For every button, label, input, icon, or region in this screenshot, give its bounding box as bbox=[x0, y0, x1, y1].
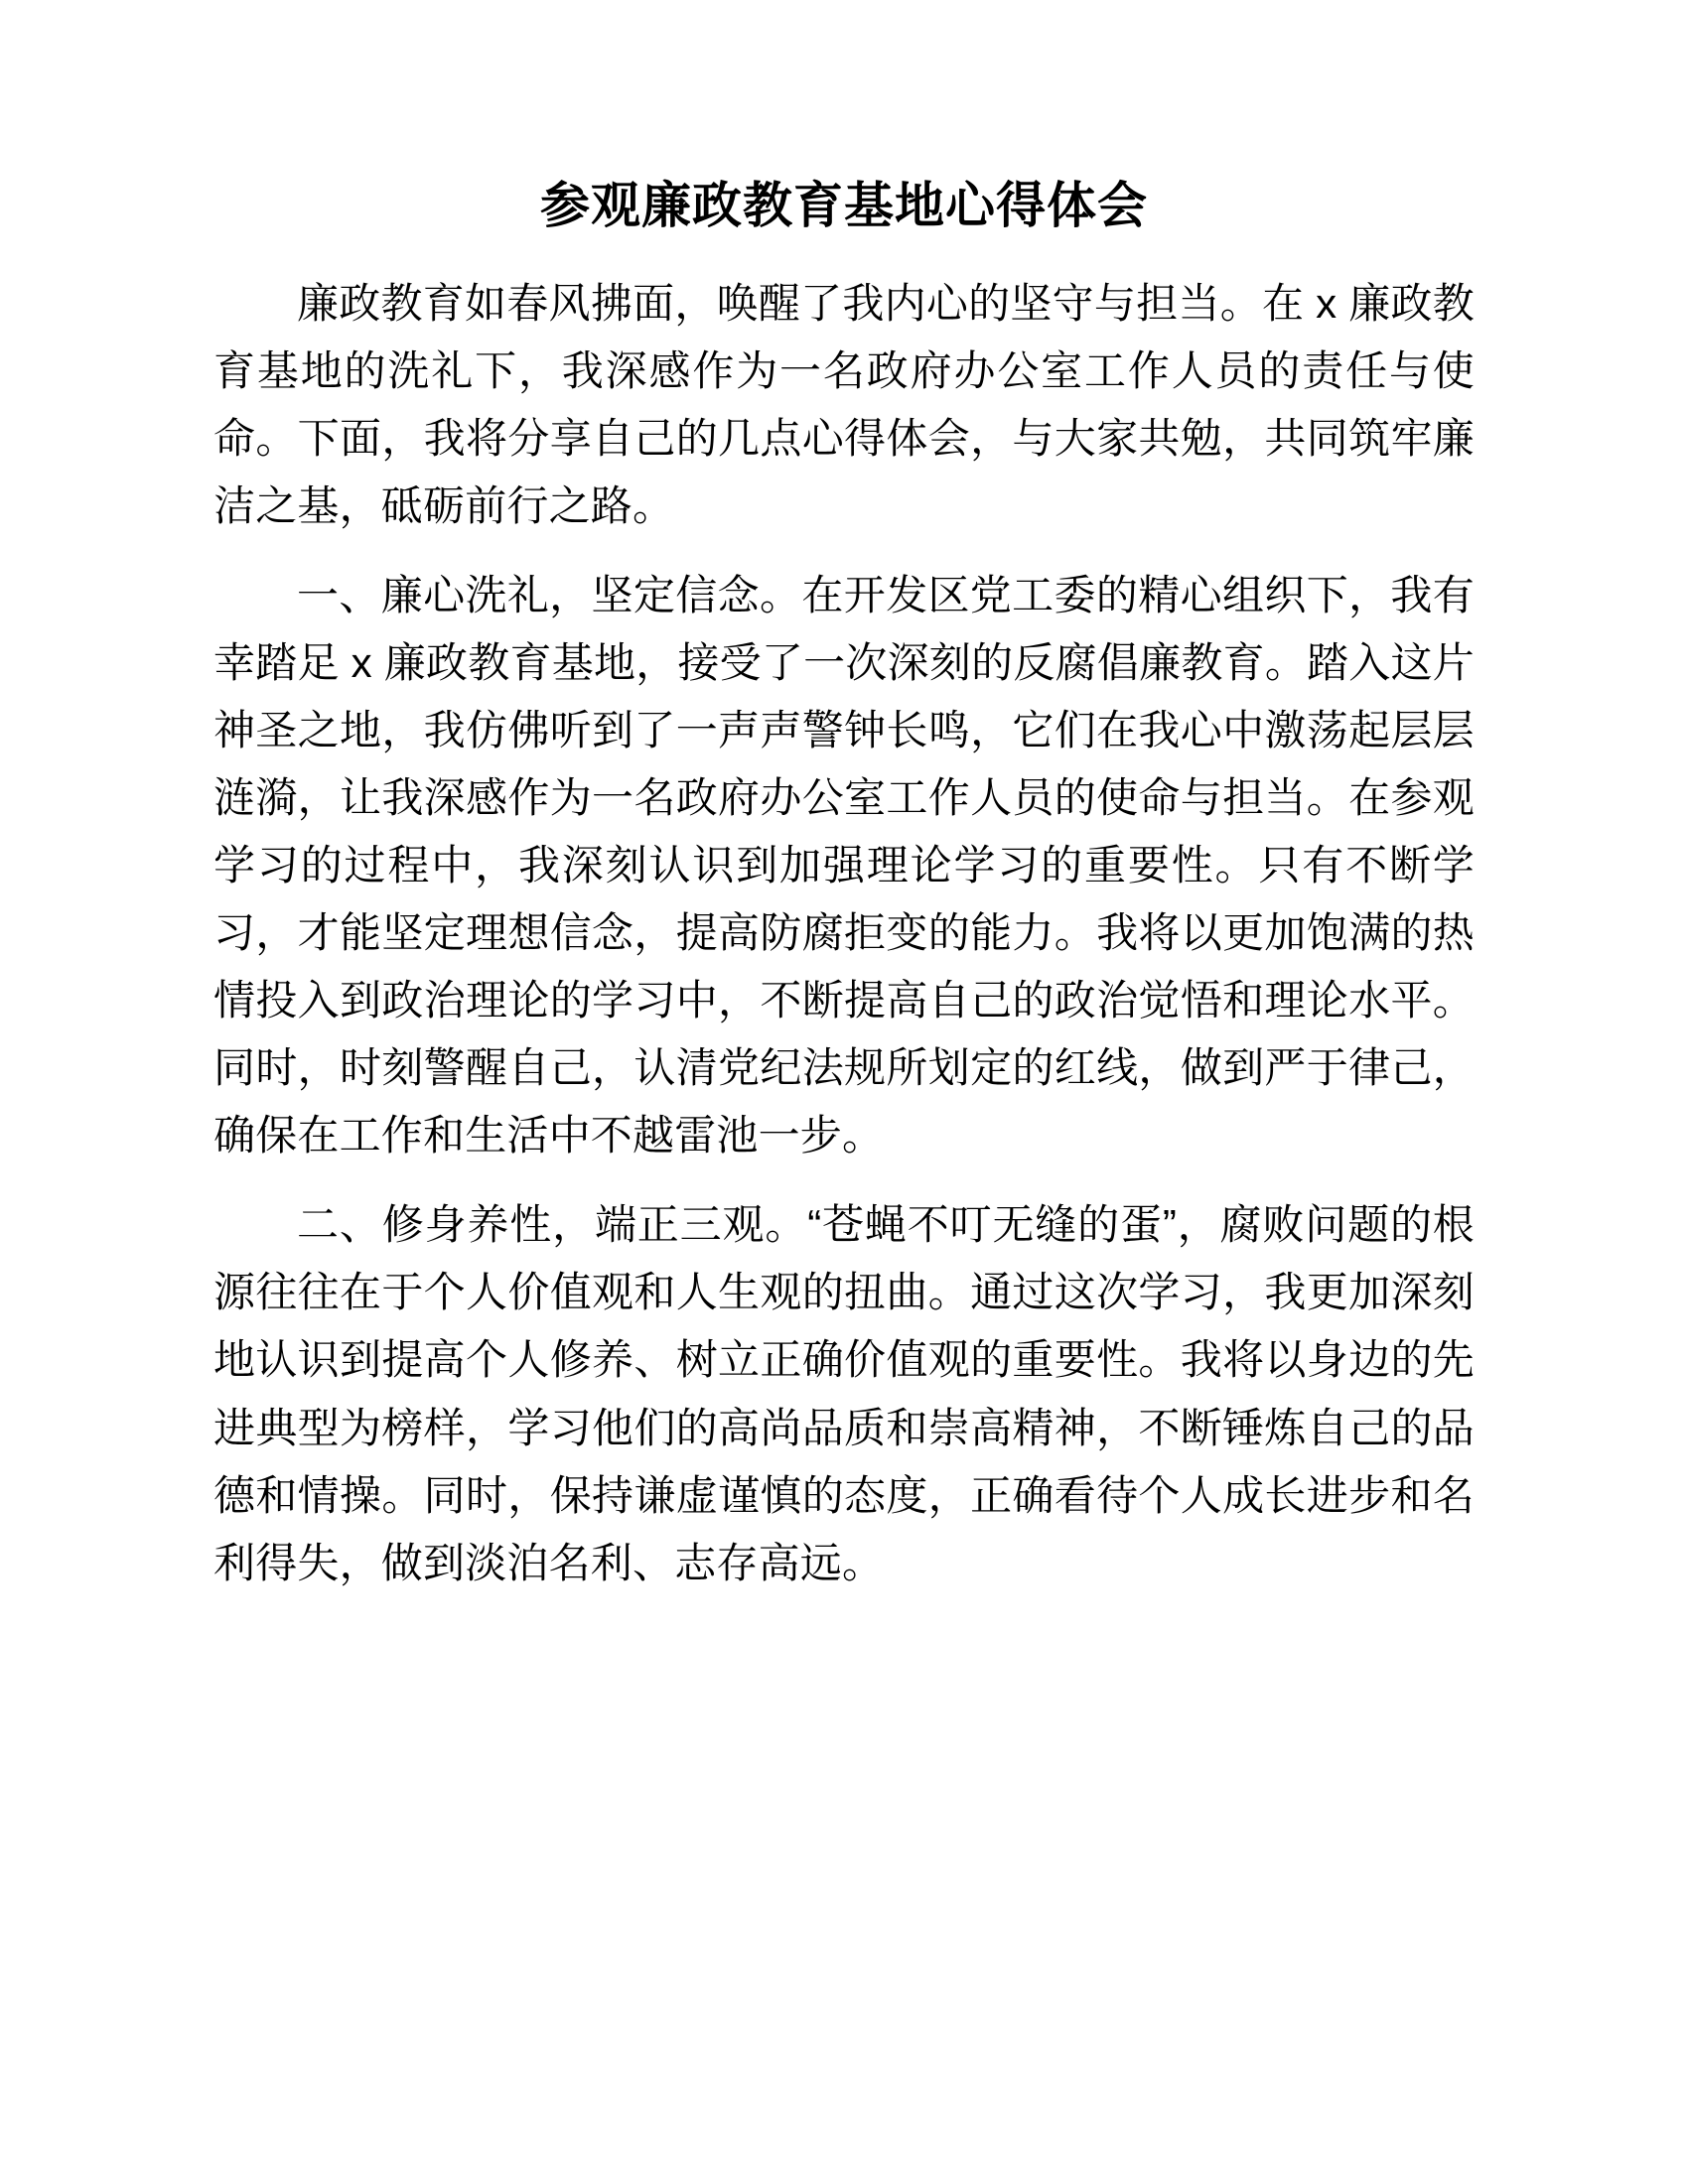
page-title: 参观廉政教育基地心得体会 bbox=[540, 178, 1148, 233]
paragraph-section-one: 一、廉心洗礼，坚定信念。在开发区党工委的精心组织下，我有幸踏足 x 廉政教育基地，接受了一次深刻的反腐倡廉教育。踏入这片神圣之地，我仿佛听到了一声声警钟长鸣，它们在我心中激荡起层层涟漪，让我深感作为一名政府办公室工作人员的使命与担当。在参观学习的过程中，我深刻认识到加强理论学习的重要性。只有不断学习，才能坚定理想信念，提高防腐拒变的能力。我将以更加饱满的热情投入到政治理论的学习中，不断提高自己的政治觉悟和理论水平。同时，时刻警醒自己，认清党纪法规所划定的红线，做到严于律己，确保在工作和生活中不越雷池一步。 bbox=[213, 572, 1475, 1160]
paragraph-intro: 廉政教育如春风拂面，唤醒了我内心的坚守与担当。在 x 廉政教育基地的洗礼下，我深感作为一名政府办公室工作人员的责任与使命。下面，我将分享自己的几点心得体会，与大家共勉，共同筑牢廉洁之基，砥砺前行之路。 bbox=[213, 280, 1475, 530]
paragraph-section-two: 二、修身养性，端正三观。“苍蝇不叮无缝的蛋”，腐败问题的根源往往在于个人价值观和人生观的扭曲。通过这次学习，我更加深刻地认识到提高个人修养、树立正确价值观的重要性。我将以身边的先进典型为榜样，学习他们的高尚品质和崇高精神，不断锤炼自己的品德和情操。同时，保持谦虚谨慎的态度，正确看待个人成长进步和名利得失，做到淡泊名利、志存高远。 bbox=[213, 1201, 1475, 1586]
